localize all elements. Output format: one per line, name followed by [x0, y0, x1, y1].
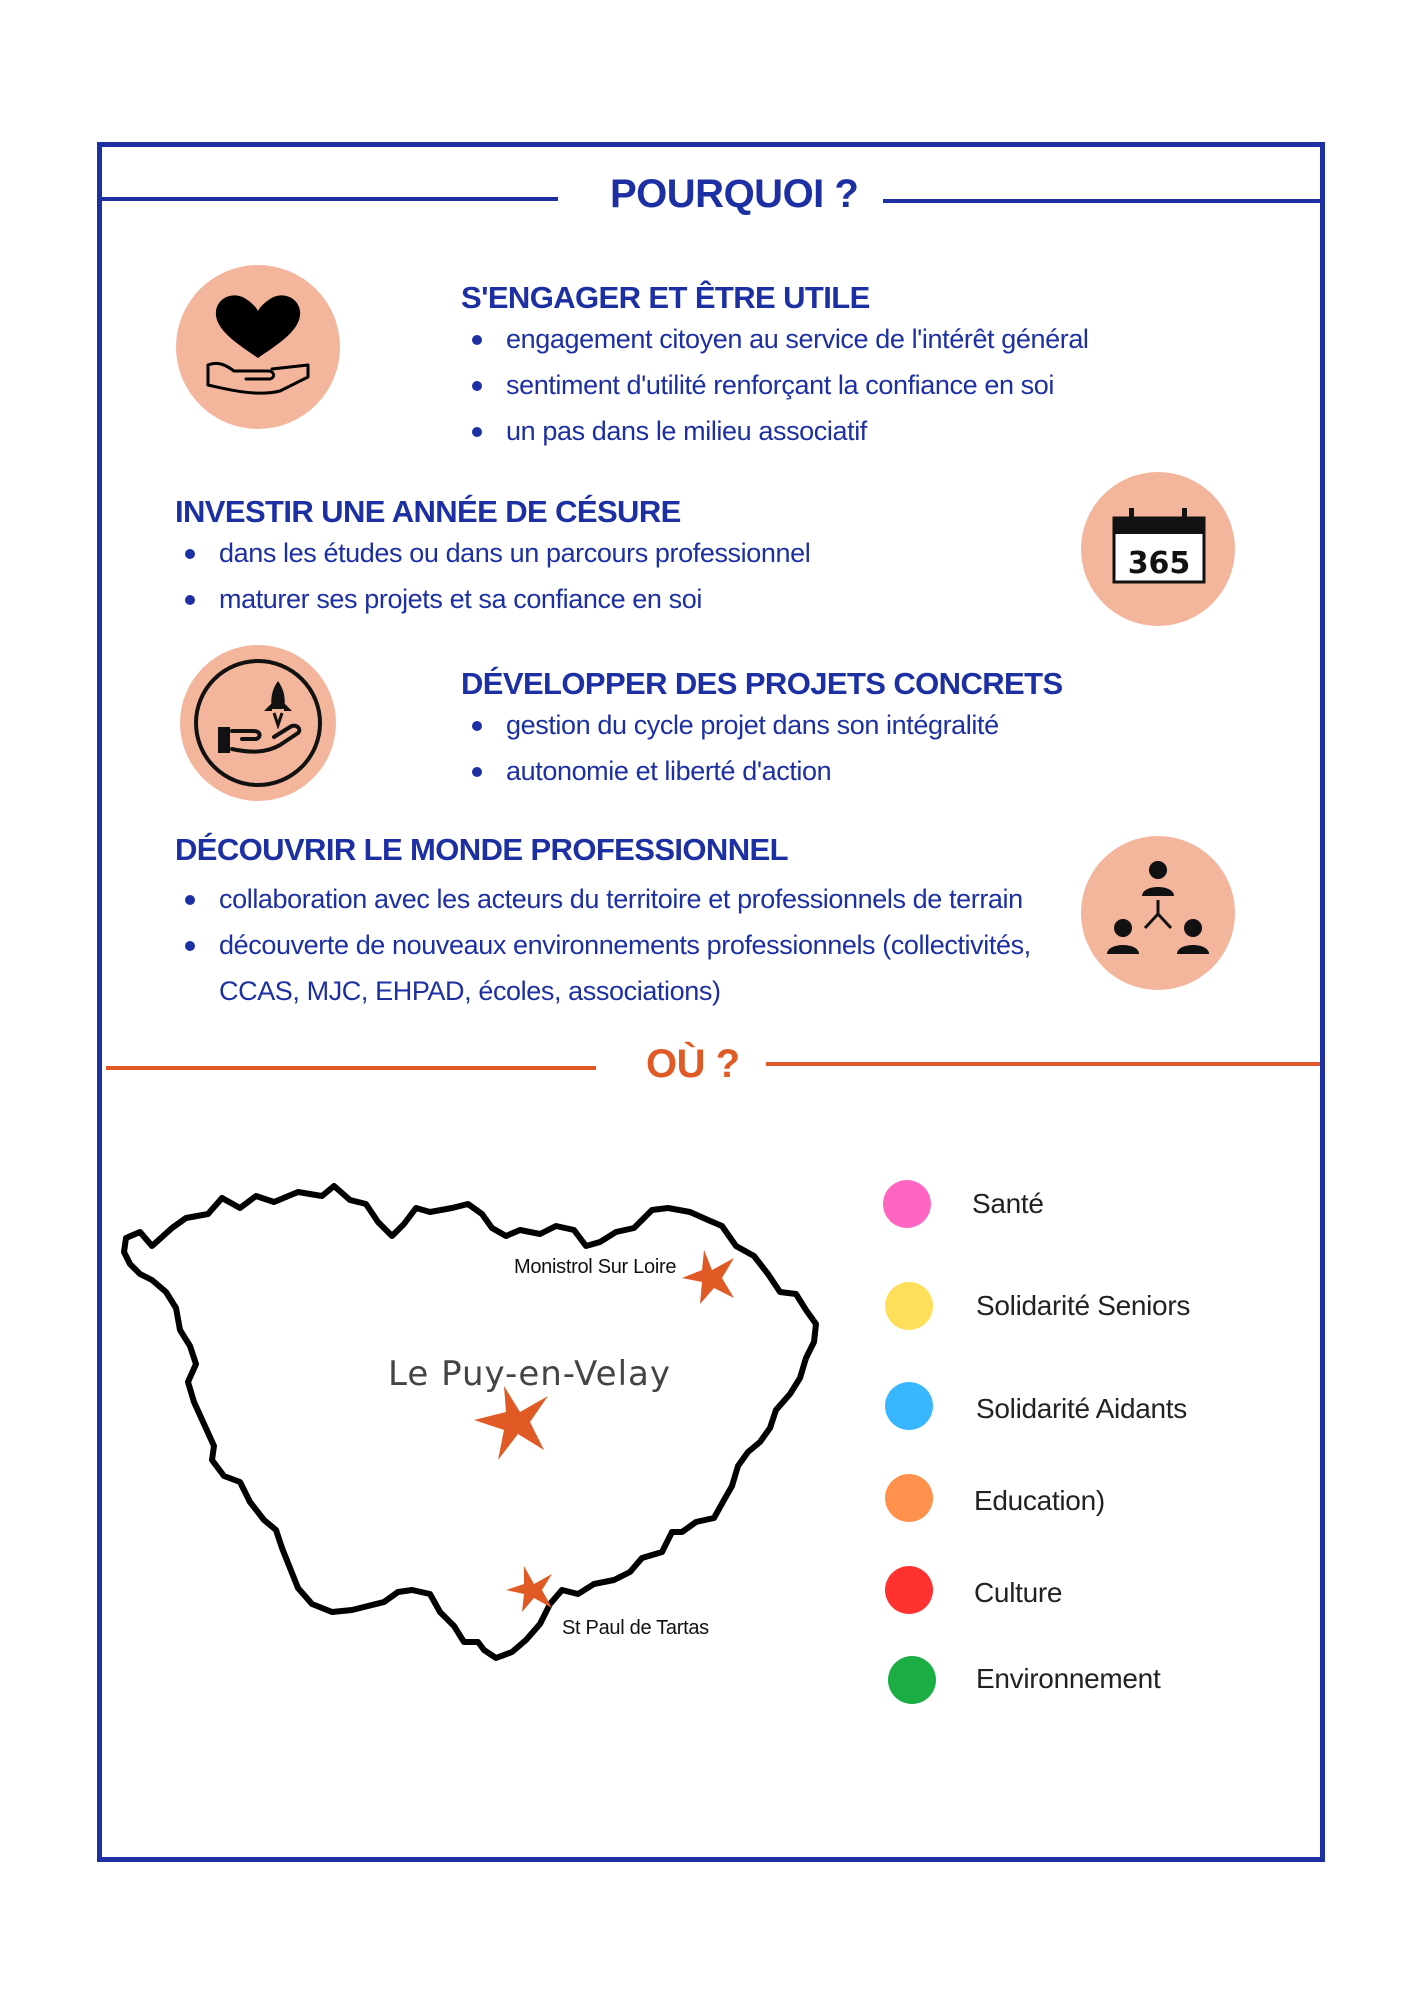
legend-label-environnement: Environnement: [976, 1663, 1161, 1694]
legend-dot-sante: [883, 1180, 931, 1228]
legend-dot-education: [885, 1474, 933, 1522]
monistrol-marker: [682, 1250, 734, 1304]
list-item: maturer ses projets et sa confiance en soi: [181, 576, 810, 622]
legend-dot-environnement: [888, 1656, 936, 1704]
list-item: dans les études ou dans un parcours professionnel: [181, 530, 810, 576]
legend-label-solidarite-aidants: Solidarité Aidants: [976, 1393, 1187, 1424]
st-paul-marker: [506, 1566, 552, 1612]
legend-label-sante: Santé: [972, 1188, 1044, 1219]
list-item: découverte de nouveaux environnements professionnels (collectivités,: [181, 922, 1031, 968]
section-cesure-heading: INVESTIR UNE ANNÉE DE CÉSURE: [175, 494, 681, 529]
legend-dot-culture: [885, 1566, 933, 1614]
list-item: CCAS, MJC, EHPAD, écoles, associations): [219, 976, 721, 1006]
legend-label-solidarite-seniors: Solidarité Seniors: [976, 1290, 1191, 1321]
list-item: un pas dans le milieu associatif: [468, 408, 1089, 454]
list-item: autonomie et liberté d'action: [468, 748, 999, 794]
section-projets-heading: DÉVELOPPER DES PROJETS CONCRETS: [461, 666, 1063, 701]
city-le-puy-label: Le Puy-en-Velay: [388, 1354, 671, 1394]
legend-dot-solidarite-aidants: [885, 1382, 933, 1430]
ou-title: OÙ ?: [646, 1042, 740, 1086]
list-item: engagement citoyen au service de l'intérêt général: [468, 316, 1089, 362]
section-monde-pro-heading: DÉCOUVRIR LE MONDE PROFESSIONNEL: [175, 832, 788, 867]
legend-label-culture: Culture: [974, 1577, 1063, 1608]
list-item: sentiment d'utilité renforçant la confiance en soi: [468, 362, 1089, 408]
calendar-365-text: 365: [1127, 546, 1191, 581]
department-outline: [124, 1186, 816, 1658]
section-engager-heading: S'ENGAGER ET ÊTRE UTILE: [461, 280, 870, 315]
legend-label-education: Education): [974, 1485, 1105, 1516]
list-item: collaboration avec les acteurs du territoire et professionnels de terrain: [181, 876, 1031, 922]
pourquoi-title: POURQUOI ?: [610, 172, 859, 216]
le-puy-marker: [474, 1386, 548, 1460]
city-monistrol-label: Monistrol Sur Loire: [514, 1256, 677, 1278]
legend-dot-solidarite-seniors: [885, 1282, 933, 1330]
city-st-paul-label: St Paul de Tartas: [562, 1617, 709, 1639]
list-item: gestion du cycle projet dans son intégralité: [468, 702, 999, 748]
